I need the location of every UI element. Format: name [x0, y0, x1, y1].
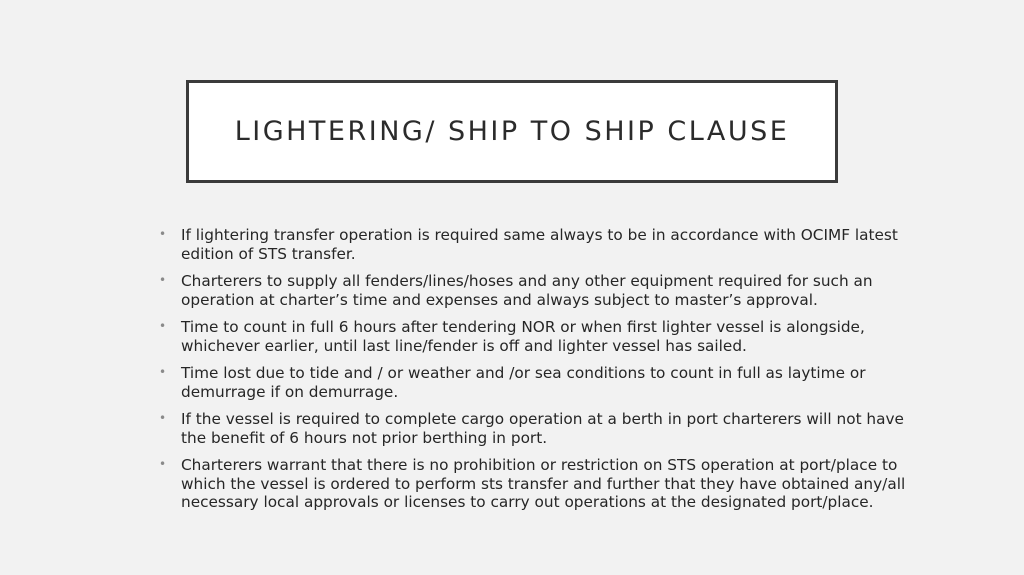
bullet-dot-icon: • — [159, 457, 167, 471]
bullet-text: Time lost due to tide and / or weather and /or sea conditions to count in full as laytime or demurrage if on demurrage. — [181, 364, 866, 401]
bullet-text: Time to count in full 6 hours after tendering NOR or when first lighter vessel is alongside, whichever earlier, until last line/fender is off and lighter vessel has sailed. — [181, 318, 865, 355]
bullet-list — [158, 226, 918, 521]
slide-title: LIGHTERING/ SHIP TO SHIP CLAUSE — [234, 116, 790, 147]
bullet-text: Charterers to supply all fenders/lines/hoses and any other equipment required for such an operation at charter’s time and expenses and always subject to master’s approval. — [181, 272, 873, 309]
title-box — [186, 80, 838, 183]
bullet-dot-icon: • — [159, 273, 167, 287]
bullet-dot-icon: • — [159, 365, 167, 379]
bullet-item — [158, 226, 918, 263]
bullet-dot-icon: • — [159, 319, 167, 333]
bullet-item — [158, 318, 918, 355]
bullet-dot-icon: • — [159, 411, 167, 425]
bullet-text: If the vessel is required to complete cargo operation at a berth in port charterers will not have the benefit of 6 hours not prior berthing in port. — [181, 410, 904, 447]
bullet-item — [158, 272, 918, 309]
bullet-item — [158, 456, 918, 512]
bullet-item — [158, 410, 918, 447]
bullet-item — [158, 364, 918, 401]
bullet-text: Charterers warrant that there is no prohibition or restriction on STS operation at port/place to which the vessel is ordered to perform sts transfer and further that they have obtained any/all necessary local approvals or licenses to carry out operations at the designated port/place. — [181, 456, 906, 511]
bullet-dot-icon: • — [159, 227, 167, 241]
bullet-text: If lightering transfer operation is required same always to be in accordance with OCIMF latest edition of STS transfer. — [181, 226, 898, 263]
